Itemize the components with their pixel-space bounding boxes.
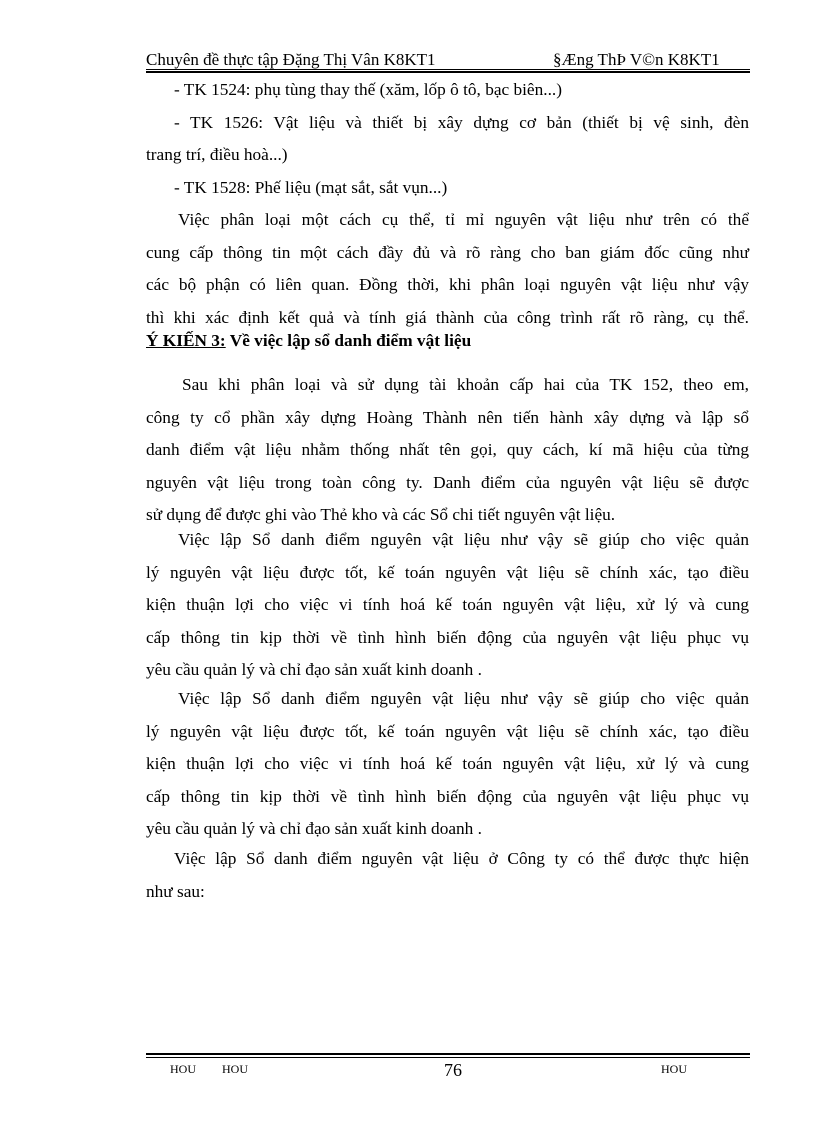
paragraph-line: lý nguyên vật liệu được tốt, kế toán nguyên vật liệu sẽ chính xác, tạo điều	[146, 721, 749, 741]
paragraph-implementation	[146, 843, 749, 908]
paragraph-classification	[146, 204, 749, 334]
paragraph-recommendation	[146, 369, 749, 532]
paragraph-line: Việc lập Sổ danh điểm nguyên vật liệu như vậy sẽ giúp cho việc quản	[178, 689, 749, 708]
paragraph-line: lý nguyên vật liệu được tốt, kế toán nguyên vật liệu sẽ chính xác, tạo điều	[146, 562, 749, 582]
header-rule	[146, 69, 750, 70]
bullet-tk1526: - TK 1526: Vật liệu và thiết bị xây dựng cơ bản (thiết bị vệ sinh, đèn	[174, 112, 749, 132]
paragraph-line: Sau khi phân loại và sử dụng tài khoản cấp hai của TK 152, theo em,	[182, 375, 749, 394]
footer-mark-3: HOU	[661, 1062, 687, 1076]
paragraph-line: thì khi xác định kết quả và tính giá thành của công trình rất rõ ràng, cụ thể.	[146, 307, 749, 327]
footer-mark-1: HOU	[170, 1062, 196, 1076]
section-heading	[146, 331, 471, 351]
paragraph-line: công ty cổ phần xây dựng Hoàng Thành nên tiến hành xây dựng và lập sổ	[146, 407, 749, 427]
paragraph-line: các bộ phận có liên quan. Đồng thời, khi phân loại nguyên vật liệu như vậy	[146, 275, 749, 294]
paragraph-line: cung cấp thông tin một cách đầy đủ và rõ ràng cho ban giám đốc cũng như	[146, 242, 749, 262]
paragraph-line: kiện thuận lợi cho việc vi tính hoá kế toán nguyên vật liệu, xử lý và cung	[146, 595, 749, 614]
bullet-tk1526-cont: trang trí, điều hoà...)	[146, 145, 288, 164]
heading-label: Ý KIẾN 3:	[146, 331, 226, 350]
paragraph-line: kiện thuận lợi cho việc vi tính hoá kế toán nguyên vật liệu, xử lý và cung	[146, 754, 749, 773]
paragraph-line: như sau:	[146, 881, 205, 901]
paragraph-line: nguyên vật liệu trong toàn công ty. Danh điểm của nguyên vật liệu sẽ được	[146, 472, 749, 492]
paragraph-line: Việc phân loại một cách cụ thể, tỉ mỉ nguyên vật liệu như trên có thể	[178, 210, 749, 229]
paragraph-line: cấp thông tin kịp thời về tình hình biến động của nguyên vật liệu phục vụ	[146, 786, 749, 806]
paragraph-line: sử dụng để được ghi vào Thẻ kho và các Sổ chi tiết nguyên vật liệu.	[146, 505, 616, 524]
paragraph-line: Việc lập Sổ danh điểm nguyên vật liệu ở Công ty có thể được thực hiện	[174, 849, 749, 868]
bullet-tk1528: - TK 1528: Phế liệu (mạt sắt, sắt vụn...)	[174, 177, 448, 197]
header-right-text: §Æng ThÞ V©n K8KT1	[553, 50, 720, 69]
page-number: 76	[444, 1060, 462, 1080]
paragraph-benefits-2	[146, 683, 749, 846]
bullet-list	[146, 74, 749, 204]
footer-rule-thick	[146, 1053, 750, 1055]
paragraph-line: yêu cầu quản lý và chỉ đạo sản xuất kinh doanh .	[146, 660, 482, 679]
footer-mark-2: HOU	[222, 1062, 248, 1076]
page-footer	[146, 1060, 750, 1084]
bullet-tk1524: - TK 1524: phụ tùng thay thế (xăm, lốp ô tô, bạc biên...)	[174, 80, 562, 99]
paragraph-line: yêu cầu quản lý và chỉ đạo sản xuất kinh doanh .	[146, 819, 482, 838]
heading-text: Về việc lập sổ danh điểm vật liệu	[225, 331, 472, 350]
footer-rule	[146, 1057, 750, 1058]
paragraph-line: danh điểm vật liệu nhằm thống nhất tên gọi, quy cách, kí mã hiệu của từng	[146, 440, 749, 459]
header-left-text: Chuyên đề thực tập Đặng Thị Vân K8KT1	[146, 50, 436, 69]
paragraph-line: cấp thông tin kịp thời về tình hình biến động của nguyên vật liệu phục vụ	[146, 627, 749, 647]
paragraph-benefits-1	[146, 524, 749, 687]
header-rule-thick	[146, 71, 750, 73]
paragraph-line: Việc lập Sổ danh điểm nguyên vật liệu như vậy sẽ giúp cho việc quản	[178, 530, 749, 549]
